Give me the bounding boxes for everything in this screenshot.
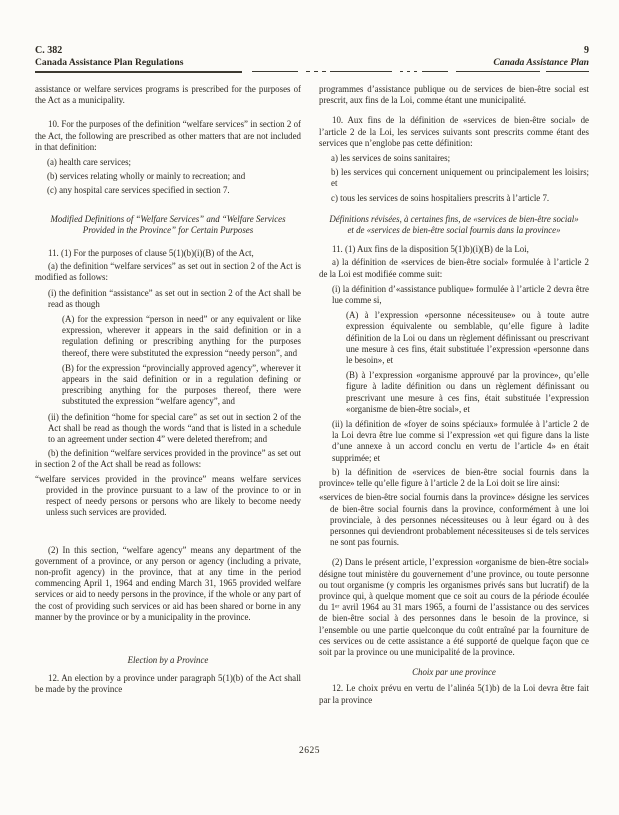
en-item-a: (a) health care services; bbox=[47, 157, 132, 168]
fr-item-a: a) les services de soins sanitaires; bbox=[331, 153, 451, 164]
en-definition-quote: “welfare services provided in the province” means welfare services provided in the province pursuant to a law of the province to or in respect of needy persons or persons who are likely to become needy unless such services are provided. bbox=[35, 473, 301, 518]
rule-segment bbox=[314, 71, 318, 72]
en-clause-capital-b: (B) for the expression “provincially approved agency”, wherever it appears in the said definition or in a regulation defining or prescribing anything for the purposes thereof, there were substituted the expression “welfare agency”, and bbox=[62, 362, 301, 407]
running-title-right: Canada Assistance Plan bbox=[493, 57, 589, 68]
english-column bbox=[35, 84, 301, 696]
fr-section-12: 12. Le choix prévu en vertu de l’alinéa 5(1)b) de la Loi devra être fait par la province bbox=[319, 683, 589, 705]
rule-segment bbox=[322, 71, 326, 72]
rule-segment bbox=[456, 71, 540, 72]
en-item-c: (c) any hospital care services specified in section 7. bbox=[47, 185, 230, 196]
en-item-b: (b) services relating wholly or mainly to recreation; and bbox=[47, 171, 246, 182]
page-number-bottom: 2625 bbox=[299, 746, 320, 756]
rule-segment bbox=[330, 71, 392, 72]
fr-item-c: c) tous les services de soins hospitaliers prescrits à l’article 7. bbox=[331, 192, 550, 203]
en-clause-b: (b) the definition “welfare services provided in the province” as set out in section 2 of the Act shall be read as follows: bbox=[35, 448, 301, 470]
fr-definition-quote: «services de bien-être social fournis dans la province» désigne les services de bien-être social fournis dans la province, conformément à une loi provinciale, à des personnes nécessiteuses ou à leur égard ou à des personnes qui deviendront probablement nécessiteuses si de tels services ne sont pas fournis. bbox=[319, 492, 589, 548]
en-subclause-i: (i) the definition “assistance” as set out in section 2 of the Act shall be read as though bbox=[48, 287, 301, 309]
fr-subclause-i: (i) la définition d’«assistance publique» formulée à l’article 2 devra être lue comme si, bbox=[332, 283, 589, 306]
en-section-12: 12. An election by a province under paragraph 5(1)(b) of the Act shall be made by the province bbox=[35, 673, 301, 695]
en-clause-capital-a: (A) for the expression “person in need” or any equivalent or like expression, wherever it appears in the said definition or in a regulation defining or prescribing anything for the purposes thereof, there were substituted the expression “needy person”, and bbox=[62, 314, 301, 358]
rule-segment bbox=[407, 71, 410, 72]
page-number-top: 9 bbox=[584, 45, 589, 56]
rule-segment bbox=[306, 71, 310, 72]
regulation-title-en: Canada Assistance Plan Regulations bbox=[35, 57, 184, 68]
en-subclause-ii: (ii) the definition “home for special care” as set out in section 2 of the Act shall be read as though the words “and that is listed in a schedule to an agreement under section 4” were deleted therefrom; and bbox=[48, 411, 301, 445]
rule-segment bbox=[400, 71, 403, 72]
en-heading-election: Election by a Province bbox=[127, 654, 209, 665]
en-section-10: 10. For the purposes of the definition “welfare services” in section 2 of the Act, the following are prescribed as other matters that are not included in that definition: bbox=[35, 119, 301, 152]
fr-clause-capital-b: (B) à l’expression «organisme approuvé par la province», qu’elle figure à ladite définition ou dans un règlement définissant ou prescrivant une mesure à ces fins, était substituée l’expression «organisme de bien-être social», et bbox=[346, 370, 589, 414]
fr-clause-capital-a: (A) à l’expression «personne nécessiteuse» ou à toute autre expression équivalente ou semblable, qu’elle figure à ladite définition de la Loi ou dans un règlement définissant ou prescrivant une mesure à ces fins, était substituée l’expression «personne dans le besoin», et bbox=[346, 310, 589, 366]
en-section-11-1: 11. (1) For the purposes of clause 5(1)(b)(i)(B) of the Act, bbox=[48, 248, 254, 259]
fr-section-11-1: 11. (1) Aux fins de la disposition 5(1)b)(i)(B) de la Loi, bbox=[332, 244, 529, 255]
fr-section-11-2: (2) Dans le présent article, l’expression «organisme de bien-être social» désigne tout ministère du gouvernement d’une province, ou toute personne ou tout organisme (y compris les organismes privés sans but lucratif) de la province qui, à quelque moment que ce soit au cours de la période écoulée du 1ᵉʳ avril 1964 au 31 mars 1965, a fourni de l’assistance ou des services de bien-être social à des personnes dans le besoin de la province, si l’ensemble ou une partie quelconque du coût entraîné par la fourniture de ces services ou de cette assistance a été supporté de quelque façon que ce soit par la province ou une municipalité de la province. bbox=[319, 557, 589, 657]
rule-segment bbox=[35, 71, 242, 73]
fr-heading-definitions-revisees: Définitions révisées, à certaines fins, de «services de bien-être social» et de «services de bien-être social fournis dans la province» bbox=[329, 213, 579, 236]
fr-item-b: b) les services qui concernent uniquement ou principalement les loisirs; et bbox=[331, 167, 589, 189]
rule-segment bbox=[414, 71, 417, 72]
rule-segment bbox=[546, 71, 589, 72]
chapter-code: C. 382 bbox=[35, 45, 63, 56]
fr-continuation-paragraph: programmes d’assistance publique ou de services de bien-être social est prescrit, aux fins de la Loi, comme étant une municipalité. bbox=[319, 84, 589, 106]
fr-section-10: 10. Aux fins de la définition de «services de bien-être social» de l’article 2 de la Loi, les services suivants sont prescrits comme étant des services que n’englobe pas cette définition: bbox=[319, 115, 589, 148]
fr-clause-a: a) la définition de «services de bien-être social» formulée à l’article 2 de la Loi est modifiée comme suit: bbox=[319, 257, 589, 279]
en-section-11-2: (2) In this section, “welfare agency” means any department of the government of a province, or any person or agency (including a private, non-profit agency) in the province, that at any time in the period commencing April 1, 1964 and ending March 31, 1965 provided welfare services or aid to needy persons in the province, if the whole or any part of the cost of providing such services or aid has been shared or borne in any manner by the province or by a municipality in the province. bbox=[35, 544, 301, 622]
fr-heading-choix: Choix par une province bbox=[412, 667, 496, 678]
en-continuation-paragraph: assistance or welfare services programs is prescribed for the purposes of the Act as a municipality. bbox=[35, 84, 301, 106]
fr-subclause-ii: (ii) la définition de «foyer de soins spéciaux» formulée à l’article 2 de la Loi devra être lue comme si l’expression «et qui figure dans la liste d’une annexe à un accord conclu en vertu de l’article 4» en était supprimée; et bbox=[332, 419, 589, 463]
en-clause-a: (a) the definition “welfare services” as set out in section 2 of the Act is modified as follows: bbox=[35, 261, 301, 283]
header-rule bbox=[35, 70, 589, 76]
page-header bbox=[35, 45, 589, 76]
page-footer bbox=[0, 746, 619, 756]
rule-segment bbox=[252, 71, 298, 72]
rule-segment bbox=[422, 71, 448, 72]
fr-clause-b: b) la définition de «services de bien-être social fournis dans la province» telle qu’elle figure à l’article 2 de la Loi doit se lire ainsi: bbox=[319, 466, 589, 489]
french-column bbox=[319, 84, 589, 706]
en-heading-modified-definitions: Modified Definitions of “Welfare Services” and “Welfare Services Provided in the Province” for Certain Purposes bbox=[50, 213, 286, 235]
